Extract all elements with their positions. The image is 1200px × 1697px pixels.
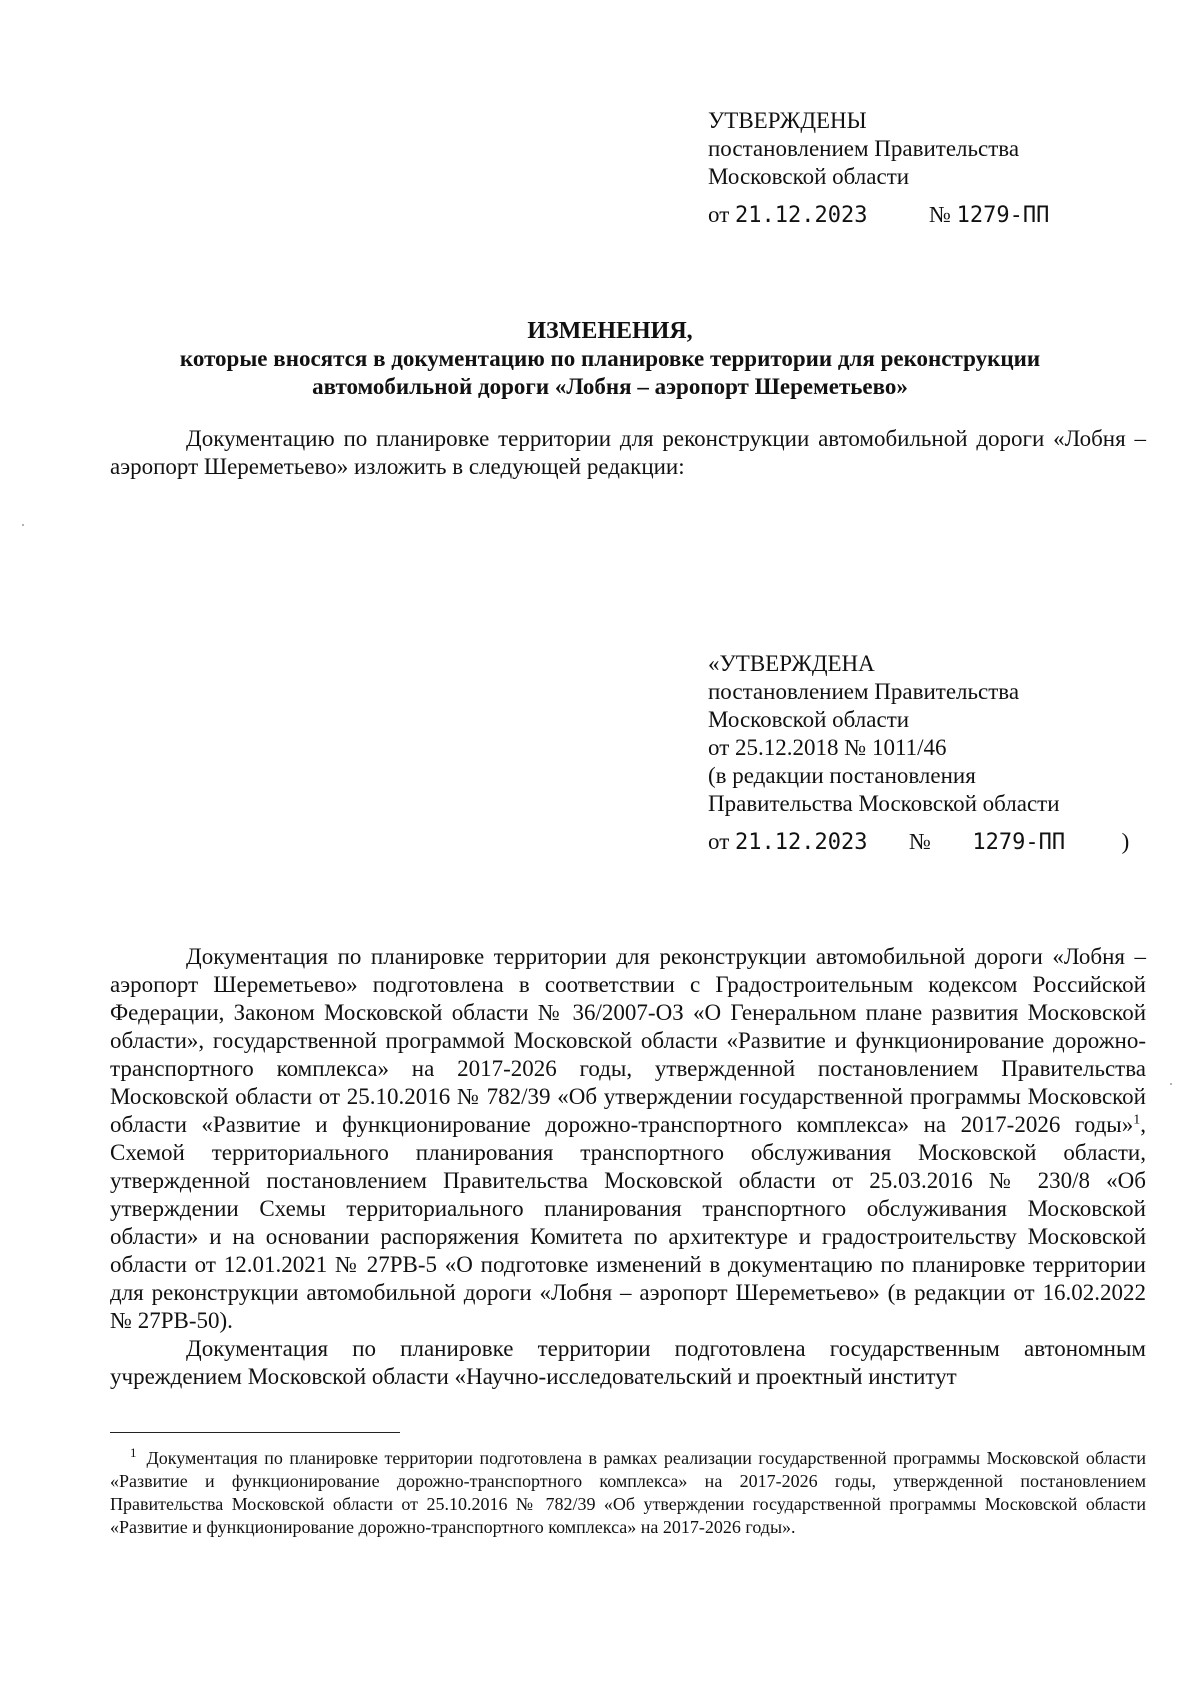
approval-date-row [708, 201, 1049, 230]
approval-title: УТВЕРЖДЕНЫ [708, 108, 867, 133]
scan-speck [22, 524, 24, 526]
approval-title: «УТВЕРЖДЕНА [708, 651, 875, 676]
approval-line: постановлением Правительства [708, 136, 1020, 161]
approval-line: Московской области [708, 707, 910, 732]
number-sign: № [908, 829, 931, 854]
footnote-text: Документация по планировке территории подготовлена в рамках реализации государственной программы Московской области «Развитие и функционирование дорожно-транспортного комплекса» на 2017-2026 годы, утвержденной постановлением Правительства Московской области от 25.10.2016 № 782/39 «Об утверждении государственной программы Московской области «Развитие и функционирование дорожно-транспортного комплекса» на 2017-2026 годы». [110, 1448, 1146, 1537]
date-prefix: от [708, 202, 730, 227]
decree-date: 21.12.2023 [735, 203, 868, 228]
main-paragraph [110, 943, 1146, 1335]
approval-line: постановлением Правительства [708, 679, 1020, 704]
document-subtitle-line: которые вносятся в документацию по планировке территории для реконструкции [179, 346, 1041, 371]
closing-parenthesis: ) [1121, 829, 1130, 854]
approval-line: Московской области [708, 164, 910, 189]
footnote-reference[interactable]: 1 [1133, 1112, 1141, 1128]
main-paragraph-text: Документация по планировке территории для реконструкции автомобильной дороги «Лобня – аэропорт Шереметьево» подготовлена в соответствии с Градостроительным кодексом Российской Федерации, Законом Московской области № 36/2007-ОЗ «О Генеральном плане развития Московской области», государственной программой Московской области «Развитие и функционирование дорожно-транспортного комплекса» на 2017-2026 годы, утвержденной постановлением Правительства Московской области от 25.10.2016 № 782/39 «Об утверждении государственной программы Московской области «Развитие и функционирование дорожно-транспортного комплекса» на 2017-2026 годы» [110, 944, 1146, 1137]
decree-date: 21.12.2023 [735, 830, 868, 855]
document-subtitle-line: автомобильной дороги «Лобня – аэропорт Шереметьево» [312, 374, 908, 399]
document-heading [110, 317, 1110, 401]
footnote-mark: 1 [130, 1445, 137, 1460]
main-paragraph-text: , Схемой территориального планирования транспортного обслуживания Московской области, утвержденной постановлением Правительства Московской области от 25.03.2016 № 230/8 «Об утверждении Схемы территориального планирования транспортного обслуживания Московской области» и на основании распоряжения Комитета по архитектуре и градостроительству Московской области от 12.01.2021 № 27РВ-5 «О подготовке изменений в документацию по планировке территории для реконструкции автомобильной дороги «Лобня – аэропорт Шереметьево» (в редакции от 16.02.2022 № 27РВ-50). [110, 1112, 1146, 1333]
approval-block-inner [708, 650, 1129, 857]
approval-date-row [708, 828, 1129, 857]
footnote [110, 1447, 1146, 1539]
number-sign: № [928, 202, 951, 227]
decree-number: 1279-ПП [972, 830, 1066, 855]
approval-line: от 25.12.2018 № 1011/46 [708, 735, 947, 760]
approval-line: (в редакции постановления [708, 763, 976, 788]
document-title: ИЗМЕНЕНИЯ, [527, 318, 693, 344]
approval-block-top [708, 107, 1049, 230]
scan-speck [1170, 1083, 1172, 1085]
date-prefix: от [708, 829, 730, 854]
decree-number: 1279-ПП [956, 203, 1050, 228]
second-paragraph: Документация по планировке территории подготовлена государственным автономным учреждением Московской области «Научно-исследовательский и проектный институт [110, 1336, 1146, 1389]
intro-paragraph: Документацию по планировке территории для реконструкции автомобильной дороги «Лобня – аэропорт Шереметьево» изложить в следующей редакции: [110, 426, 1146, 479]
footnote-divider [110, 1432, 400, 1433]
approval-line: Правительства Московской области [708, 791, 1060, 816]
